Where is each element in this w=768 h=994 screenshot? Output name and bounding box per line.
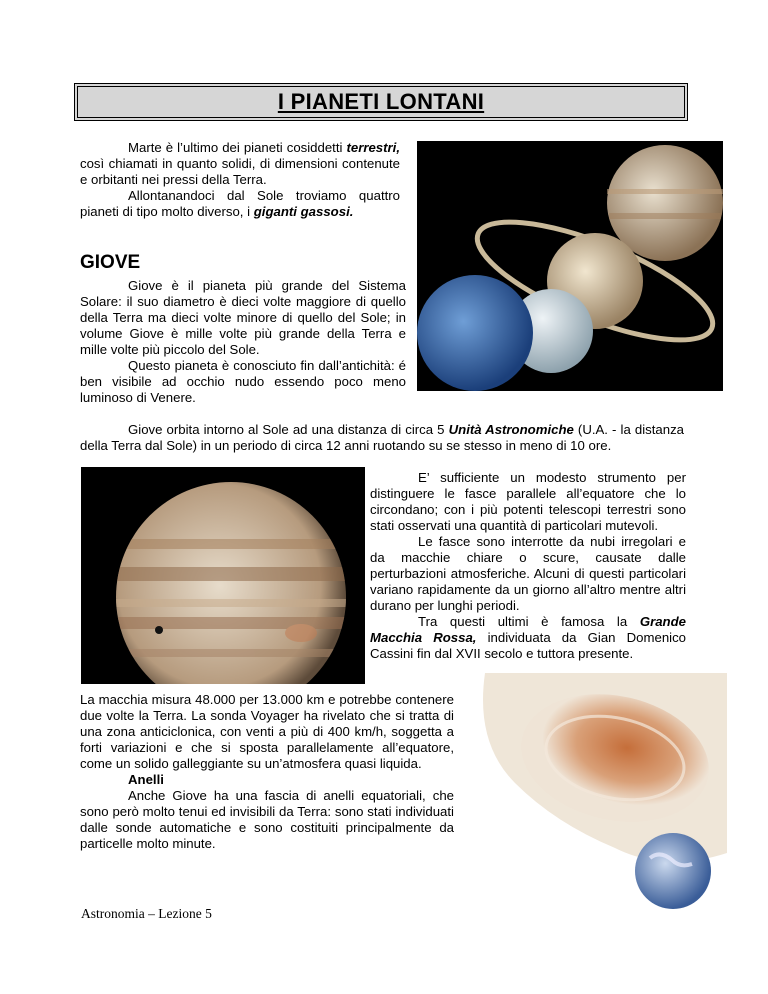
giove-paragraph-5: Le fasce sono interrotte da nubi irregolari e da macchie chiare o scure, causate dalle perturbazioni atmosferiche. Alcuni di questi particolari variano rapidamente da un giorno all’altro mentre altri durano per lunghi periodi. xyxy=(370,534,686,613)
great-red-spot-image xyxy=(465,673,727,913)
giove-heading: GIOVE xyxy=(80,252,141,273)
giove-paragraph-7: La macchia misura 48.000 per 13.000 km e potrebbe contenere due volte la Terra. La sonda Voyager ha rivelato che si tratta di una zona anticiclonica, con venti a più di 400 km/h, soggetta a forti variazioni e che si sposta parallelamente all’equatore, come un solido galleggiante su un’atmosfera quasi liquida. xyxy=(80,692,454,771)
anelli-heading: Anelli xyxy=(128,772,164,787)
giove-paragraph-4: E’ sufficiente un modesto strumento per distinguere le fasce parallele all’equatore che lo circondano; con i più potenti telescopi terrestri sono stati osservati una quantità di particolari mutevoli. xyxy=(370,470,686,533)
page-title: I PIANETI LONTANI xyxy=(277,89,485,114)
footer-text: Astronomia – Lezione 5 xyxy=(81,906,212,921)
giove-paragraph-3: Giove orbita intorno al Sole ad una distanza di circa 5 Unità Astronomiche (U.A. - la distanza della Terra dal Sole) in un periodo di circa 12 anni ruotando su se stesso in meno di 10 ore. xyxy=(80,422,685,453)
giove-paragraph-1: Giove è il pianeta più grande del Sistema Solare: il suo diametro è dieci volte maggiore di quello della Terra ma dieci volte minore di quello del Sole; in volume Giove è mille volte più grande della Terra e mille volte più piccolo del Sole. xyxy=(80,278,406,357)
jupiter-image xyxy=(81,467,365,684)
intro-section xyxy=(80,140,400,220)
giove-section-right xyxy=(370,470,686,662)
page-title-box xyxy=(74,83,688,121)
intro-paragraph-2: Allontanandoci dal Sole troviamo quattro pianeti di tipo molto diverso, i giganti gassosi. xyxy=(80,188,400,219)
giove-section-top xyxy=(80,278,406,406)
intro-paragraph-1: Marte è l’ultimo dei pianeti cosiddetti terrestri, così chiamati in quanto solidi, di dimensioni contenute e orbitanti nei pressi della Terra. xyxy=(80,140,400,187)
giove-paragraph-6: Tra questi ultimi è famosa la Grande Macchia Rossa, individuata da Gian Domenico Cassini fin dal XVII secolo e tuttora presente. xyxy=(370,614,687,661)
anelli-paragraph: Anche Giove ha una fascia di anelli equatoriali, che sono però molto tenui ed invisibili da Terra: sono stati individuati dalle sonde automatiche e sono costituiti principalmente da particelle molto minute. xyxy=(80,788,454,851)
gas-giants-image xyxy=(417,141,723,391)
giove-section-bottom xyxy=(80,692,454,852)
giove-section-mid xyxy=(80,422,684,454)
giove-paragraph-2: Questo pianeta è conosciuto fin dall’antichità: é ben visibile ad occhio nudo essendo poco meno luminoso di Venere. xyxy=(80,358,406,405)
